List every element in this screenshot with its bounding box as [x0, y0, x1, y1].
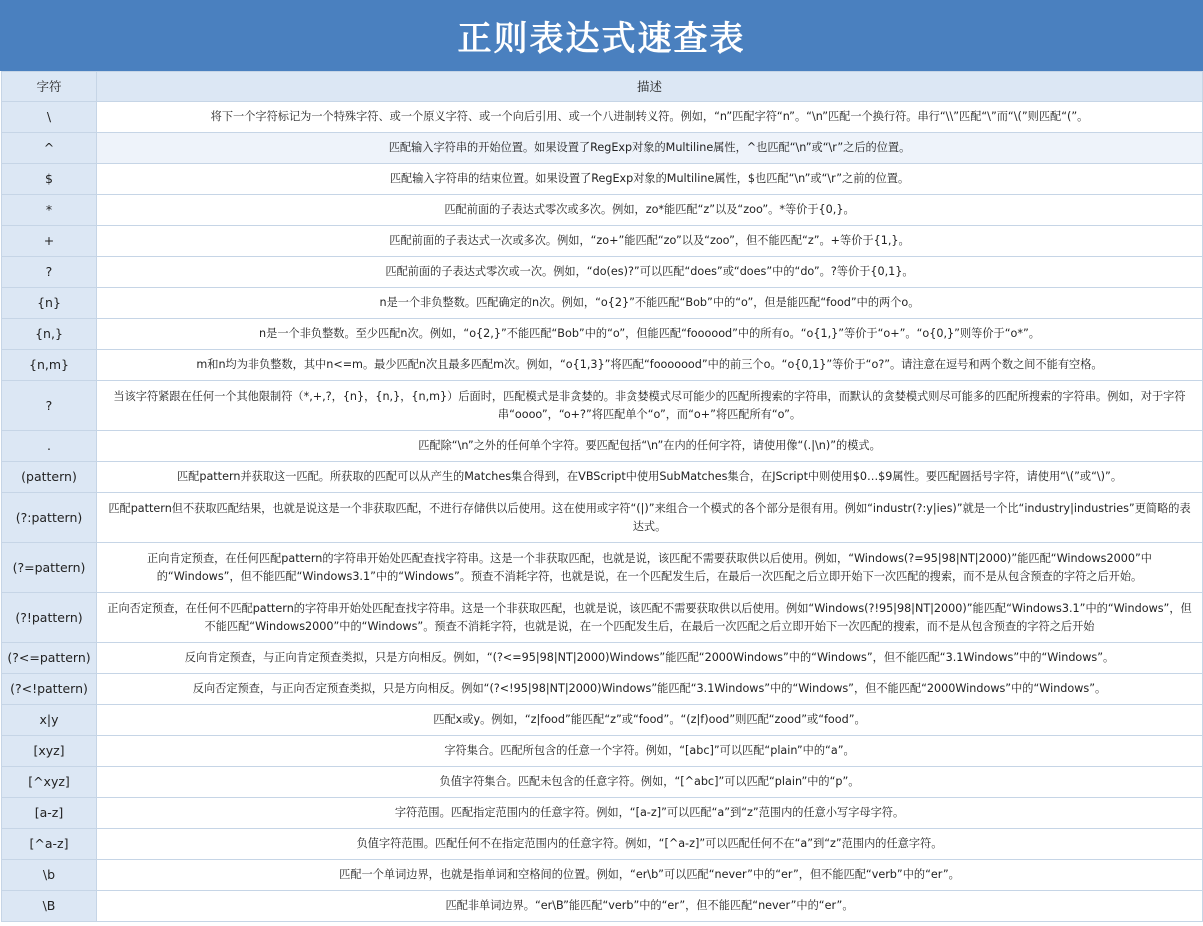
row-symbol: ? — [2, 381, 97, 431]
table-row — [2, 767, 1203, 798]
row-description: 匹配pattern但不获取匹配结果，也就是说这是一个非获取匹配，不进行存储供以后使用。这在使用或字符“(|)”来组合一个模式的各个部分是很有用。例如“industr(?:y|ies)”就是一个比“industry|industries”更简略的表达式。 — [97, 493, 1203, 543]
row-symbol: [a-z] — [2, 798, 97, 829]
row-symbol: [xyz] — [2, 736, 97, 767]
row-description: 匹配x或y。例如，“z|food”能匹配“z”或“food”。“(z|f)ood”则匹配“zood”或“food”。 — [97, 705, 1203, 736]
row-symbol: {n} — [2, 288, 97, 319]
row-symbol: (?<=pattern) — [2, 643, 97, 674]
table-row — [2, 493, 1203, 543]
row-symbol: \ — [2, 102, 97, 133]
row-description: 正向否定预查，在任何不匹配pattern的字符串开始处匹配查找字符串。这是一个非获取匹配，也就是说，该匹配不需要获取供以后使用。例如“Windows(?!95|98|NT|2000)”能匹配“Windows3.1”中的“Windows”，但不能匹配“Windows2000”中的“Windows”。预查不消耗字符，也就是说，在一个匹配发生后，在最后一次匹配之后立即开始下一次匹配的搜索，而不是从包含预查的字符之后开始 — [97, 593, 1203, 643]
table-row — [2, 674, 1203, 705]
row-description: 匹配一个单词边界，也就是指单词和空格间的位置。例如，“er\b”可以匹配“never”中的“er”，但不能匹配“verb”中的“er”。 — [97, 860, 1203, 891]
row-description: 匹配输入字符串的结束位置。如果设置了RegExp对象的Multiline属性，$也匹配“\n”或“\r”之前的位置。 — [97, 164, 1203, 195]
table-row — [2, 829, 1203, 860]
row-description: 匹配前面的子表达式零次或一次。例如，“do(es)?”可以匹配“does”或“does”中的“do”。?等价于{0,1}。 — [97, 257, 1203, 288]
row-symbol: [^xyz] — [2, 767, 97, 798]
row-symbol: . — [2, 431, 97, 462]
table-row — [2, 543, 1203, 593]
table-row — [2, 736, 1203, 767]
row-description: 反向肯定预查，与正向肯定预查类拟，只是方向相反。例如，“(?<=95|98|NT|2000)Windows”能匹配“2000Windows”中的“Windows”，但不能匹配“3.1Windows”中的“Windows”。 — [97, 643, 1203, 674]
table-row — [2, 319, 1203, 350]
table-row — [2, 705, 1203, 736]
row-description: 将下一个字符标记为一个特殊字符、或一个原义字符、或一个向后引用、或一个八进制转义符。例如，“n”匹配字符“n”。“\n”匹配一个换行符。串行“\\”匹配“\”而“\(”则匹配“(”。 — [97, 102, 1203, 133]
row-symbol: x|y — [2, 705, 97, 736]
row-symbol: $ — [2, 164, 97, 195]
table-row — [2, 891, 1203, 922]
table-row — [2, 431, 1203, 462]
regex-table — [1, 71, 1203, 922]
table-row — [2, 860, 1203, 891]
row-description: 负值字符范围。匹配任何不在指定范围内的任意字符。例如，“[^a-z]”可以匹配任何不在“a”到“z”范围内的任意字符。 — [97, 829, 1203, 860]
row-symbol: \b — [2, 860, 97, 891]
row-description: 字符集合。匹配所包含的任意一个字符。例如，“[abc]”可以匹配“plain”中的“a”。 — [97, 736, 1203, 767]
table-row — [2, 643, 1203, 674]
row-description: n是一个非负整数。至少匹配n次。例如，“o{2,}”不能匹配“Bob”中的“o”，但能匹配“foooood”中的所有o。“o{1,}”等价于“o+”。“o{0,}”则等价于“o*”。 — [97, 319, 1203, 350]
table-row — [2, 462, 1203, 493]
row-description: 匹配pattern并获取这一匹配。所获取的匹配可以从产生的Matches集合得到，在VBScript中使用SubMatches集合，在JScript中则使用$0…$9属性。要匹配圆括号字符，请使用“\(”或“\)”。 — [97, 462, 1203, 493]
table-row — [2, 257, 1203, 288]
row-symbol: (?<!pattern) — [2, 674, 97, 705]
header-description: 描述 — [97, 72, 1203, 102]
row-symbol: (pattern) — [2, 462, 97, 493]
row-symbol: ? — [2, 257, 97, 288]
row-symbol: {n,} — [2, 319, 97, 350]
row-description: 正向肯定预查，在任何匹配pattern的字符串开始处匹配查找字符串。这是一个非获取匹配，也就是说，该匹配不需要获取供以后使用。例如，“Windows(?=95|98|NT|2000)”能匹配“Windows2000”中的“Windows”，但不能匹配“Windows3.1”中的“Windows”。预查不消耗字符，也就是说，在一个匹配发生后，在最后一次匹配之后立即开始下一次匹配的搜索，而不是从包含预查的字符之后开始。 — [97, 543, 1203, 593]
row-description: m和n均为非负整数，其中n<=m。最少匹配n次且最多匹配m次。例如，“o{1,3}”将匹配“fooooood”中的前三个o。“o{0,1}”等价于“o?”。请注意在逗号和两个数之间不能有空格。 — [97, 350, 1203, 381]
row-symbol: + — [2, 226, 97, 257]
table-row — [2, 195, 1203, 226]
row-symbol: {n,m} — [2, 350, 97, 381]
row-symbol: ^ — [2, 133, 97, 164]
table-row — [2, 226, 1203, 257]
row-symbol: (?!pattern) — [2, 593, 97, 643]
row-symbol: (?=pattern) — [2, 543, 97, 593]
row-description: n是一个非负整数。匹配确定的n次。例如，“o{2}”不能匹配“Bob”中的“o”，但是能匹配“food”中的两个o。 — [97, 288, 1203, 319]
table-row — [2, 593, 1203, 643]
table-row — [2, 288, 1203, 319]
row-description: 匹配前面的子表达式零次或多次。例如，zo*能匹配“z”以及“zoo”。*等价于{0,}。 — [97, 195, 1203, 226]
row-description: 负值字符集合。匹配未包含的任意字符。例如，“[^abc]”可以匹配“plain”中的“p”。 — [97, 767, 1203, 798]
page-title: 正则表达式速查表 — [0, 0, 1203, 71]
table-row — [2, 102, 1203, 133]
row-description: 匹配前面的子表达式一次或多次。例如，“zo+”能匹配“zo”以及“zoo”，但不能匹配“z”。+等价于{1,}。 — [97, 226, 1203, 257]
row-symbol: * — [2, 195, 97, 226]
row-symbol: (?:pattern) — [2, 493, 97, 543]
row-description: 当该字符紧跟在任何一个其他限制符（*,+,?，{n}，{n,}，{n,m}）后面时，匹配模式是非贪婪的。非贪婪模式尽可能少的匹配所搜索的字符串，而默认的贪婪模式则尽可能多的匹配所搜索的字符串。例如，对于字符串“oooo”，“o+?”将匹配单个“o”，而“o+”将匹配所有“o”。 — [97, 381, 1203, 431]
row-symbol: \B — [2, 891, 97, 922]
row-description: 匹配非单词边界。“er\B”能匹配“verb”中的“er”，但不能匹配“never”中的“er”。 — [97, 891, 1203, 922]
header-symbol: 字符 — [2, 72, 97, 102]
table-row — [2, 798, 1203, 829]
table-row — [2, 164, 1203, 195]
row-description: 匹配除“\n”之外的任何单个字符。要匹配包括“\n”在内的任何字符，请使用像“(.|\n)”的模式。 — [97, 431, 1203, 462]
table-header-row — [2, 72, 1203, 102]
row-description: 反向否定预查，与正向否定预查类拟，只是方向相反。例如“(?<!95|98|NT|2000)Windows”能匹配“3.1Windows”中的“Windows”，但不能匹配“2000Windows”中的“Windows”。 — [97, 674, 1203, 705]
row-description: 字符范围。匹配指定范围内的任意字符。例如，“[a-z]”可以匹配“a”到“z”范围内的任意小写字母字符。 — [97, 798, 1203, 829]
table-row — [2, 381, 1203, 431]
row-symbol: [^a-z] — [2, 829, 97, 860]
table-row — [2, 350, 1203, 381]
table-row — [2, 133, 1203, 164]
row-description: 匹配输入字符串的开始位置。如果设置了RegExp对象的Multiline属性，^也匹配“\n”或“\r”之后的位置。 — [97, 133, 1203, 164]
